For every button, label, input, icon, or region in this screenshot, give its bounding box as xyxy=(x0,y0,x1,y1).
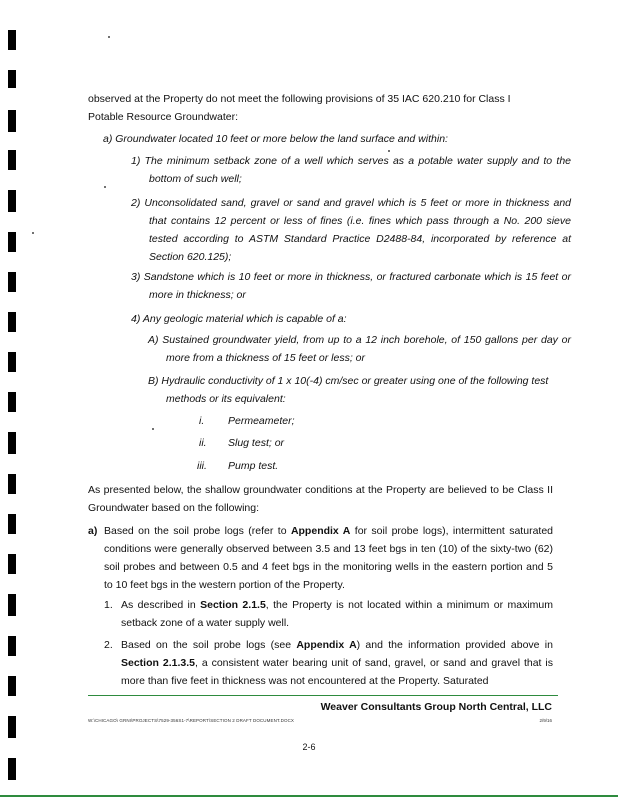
list-1-label: 1. xyxy=(104,599,113,611)
appendix-a-ref: Appendix A xyxy=(290,525,351,537)
item-B: B) Hydraulic conductivity of 1 x 10(-4) cm/sec or greater using one of the following test methods or its equivalent: xyxy=(148,375,549,405)
item-3: 3) Sandstone which is 10 feet or more in thickness, or fractured carbonate which is 15 feet or more in thickness; or xyxy=(131,271,571,301)
paragraph-class-ii: As presented below, the shallow groundwater conditions at the Property are believed to be Class II Groundwater based on the following: xyxy=(88,484,553,514)
roman-i-number: i. xyxy=(199,415,205,427)
list-a-label: a) xyxy=(88,525,98,537)
list-1-text: As described in Section 2.1.5, the Property is not located within a minimum or maximum setback zone of a water supply well. xyxy=(121,599,553,629)
appendix-a-ref: Appendix A xyxy=(296,639,357,651)
page-number: 2-6 xyxy=(302,742,316,752)
intro-paragraph xyxy=(88,90,553,126)
list-2-text: Based on the soil probe logs (see Appendix A) and the information provided above in Section 2.1.3.5, a consistent water bearing unit of sand, gravel, or sand and gravel that is more than five feet in thickness was not encountered at the Property. Saturated xyxy=(121,639,553,687)
item-1: 1) The minimum setback zone of a well which serves as a potable water supply and to the bottom of such well; xyxy=(131,155,571,185)
item-A: A) Sustained groundwater yield, from up to a 12 inch borehole, of 150 gallons per day or more from a thickness of 15 feet or less; or xyxy=(148,334,571,364)
list-a-text: Based on the soil probe logs (refer to Appendix A for soil probe logs), intermittent saturated conditions were generally observed between 3.5 and 13 feet bgs in ten (10) of the sixty-two (62) soil probes and between 0.5 and 4 feet bgs in the monitoring wells in the eastern portion and 5 to 10 feet bgs in the western portion of the Property. xyxy=(104,525,554,591)
intro-line-2: Potable Resource Groundwater: xyxy=(88,111,238,123)
list-2-label: 2. xyxy=(104,639,113,651)
item-a: a) Groundwater located 10 feet or more below the land surface and within: xyxy=(103,133,448,145)
section-ref: Section 2.1.3.5 xyxy=(121,657,195,669)
intro-line-1: observed at the Property do not meet the following provisions of 35 IAC 620.210 for Class I xyxy=(88,93,511,105)
bottom-edge-rule xyxy=(0,795,618,797)
footer-date: 2/9/16 xyxy=(539,718,552,723)
roman-iii-number: iii. xyxy=(197,460,207,472)
roman-i-text: Permeameter; xyxy=(228,415,295,427)
section-ref: Section 2.1.5 xyxy=(200,599,266,611)
footer-firm-name: Weaver Consultants Group North Central, LLC xyxy=(320,701,552,713)
footer-rule xyxy=(88,695,558,696)
roman-iii-text: Pump test. xyxy=(228,460,279,472)
footer-file-path: W:\CHICAGO\ GRNI\PROJECTS\7529-356S1-7\REPORT\SECTION 2 DRAFT DOCUMENT.DOCX xyxy=(88,718,295,723)
roman-ii-number: ii. xyxy=(199,437,207,449)
item-4: 4) Any geologic material which is capable of a: xyxy=(131,313,347,325)
roman-ii-text: Slug test; or xyxy=(228,437,285,449)
item-2: 2) Unconsolidated sand, gravel or sand and gravel which is 5 feet or more in thickness and that contains 12 percent or less of fines (i.e. fines which pass through a No. 200 sieve tested according to ASTM Standard Practice D2488-84, incorporated by reference at Section 620.125); xyxy=(131,197,571,263)
